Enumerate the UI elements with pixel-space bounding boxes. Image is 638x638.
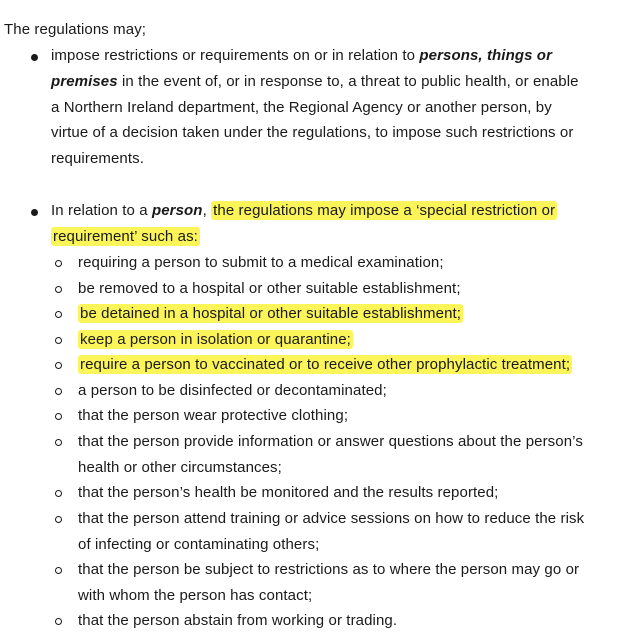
sub-item-text: that the person be subject to restrictions as to where the person may go or xyxy=(78,561,580,578)
sub-item-line xyxy=(78,355,572,375)
sub-item-line xyxy=(78,458,282,478)
bullet1-line-2-text: in the event of, or in response to, a threat to public health, or enable xyxy=(117,73,579,90)
sub-item-highlight: be detained in a hospital or other suitable establishment; xyxy=(80,305,462,322)
bullet1-line-5: requirements. xyxy=(51,150,145,167)
bullet-marker xyxy=(31,54,38,61)
bullet2-line-1-comma: , xyxy=(202,202,212,219)
sub-item-line xyxy=(78,381,387,401)
sub-bullet-circle xyxy=(55,260,62,267)
sub-bullet-circle xyxy=(55,337,62,344)
sub-item-line xyxy=(78,253,444,273)
sub-bullet-circle xyxy=(55,362,62,369)
intro-text: The regulations may; xyxy=(4,21,147,38)
sub-item-text: with whom the person has contact; xyxy=(78,587,313,604)
sub-item-line xyxy=(78,432,583,452)
sub-item-text: that the person’s health be monitored and the results reported; xyxy=(78,484,499,501)
sub-bullet-circle xyxy=(55,618,62,625)
sub-item-text: of infecting or contaminating others; xyxy=(78,536,320,553)
bullet2-highlight-2: requirement’ such as: xyxy=(53,228,198,245)
sub-bullet-circle xyxy=(55,413,62,420)
bullet2-line-1-text: In relation to a xyxy=(51,202,152,219)
sub-item-text: health or other circumstances; xyxy=(78,459,282,476)
bullet1-line-1-text: impose restrictions or requirements on or in relation to xyxy=(51,47,420,64)
bullet1-line-2 xyxy=(51,72,579,92)
sub-item-text: requiring a person to submit to a medical examination; xyxy=(78,254,444,271)
sub-item-line xyxy=(78,330,353,350)
sub-item-line xyxy=(78,483,498,503)
sub-item-text: that the person attend training or advice sessions on how to reduce the risk xyxy=(78,510,585,527)
bullet1-line-1 xyxy=(51,46,552,66)
sub-bullet-circle xyxy=(55,516,62,523)
bullet2-line-1-bold: person xyxy=(151,202,203,219)
sub-item-line xyxy=(78,560,579,580)
sub-item-line xyxy=(78,279,461,299)
bullet2-line-1 xyxy=(51,201,557,221)
sub-bullet-circle xyxy=(55,490,62,497)
bullet1-line-4: virtue of a decision taken under the regulations, to impose such restrictions or xyxy=(51,124,574,141)
sub-item-text: that the person provide information or answer questions about the person’s xyxy=(78,433,583,450)
sub-bullet-circle xyxy=(55,567,62,574)
sub-item-line xyxy=(78,406,348,426)
sub-item-text: be removed to a hospital or other suitable establishment; xyxy=(78,280,461,297)
sub-bullet-circle xyxy=(55,311,62,318)
bullet2-line-2 xyxy=(51,227,200,247)
bullet2-highlight-1: the regulations may impose a ‘special restriction or xyxy=(213,202,556,219)
sub-item-line xyxy=(78,304,463,324)
sub-bullet-circle xyxy=(55,388,62,395)
sub-item-line xyxy=(78,509,584,529)
bullet1-line-3: a Northern Ireland department, the Regional Agency or another person, by xyxy=(51,99,552,116)
bullet1-line-1-bold: persons, things or xyxy=(419,47,553,64)
sub-item-text: a person to be disinfected or decontaminated; xyxy=(78,382,387,399)
sub-item-text: that the person wear protective clothing; xyxy=(78,407,349,424)
bullet-marker xyxy=(31,209,38,216)
bullet1-line-2-bold: premises xyxy=(51,73,118,90)
sub-bullet-circle xyxy=(55,286,62,293)
sub-item-line xyxy=(78,586,312,606)
sub-item-text: that the person abstain from working or trading. xyxy=(78,612,398,629)
sub-item-line xyxy=(78,535,319,555)
sub-item-highlight: require a person to vaccinated or to receive other prophylactic treatment; xyxy=(80,356,571,373)
sub-bullet-circle xyxy=(55,439,62,446)
sub-item-line xyxy=(78,611,397,631)
sub-item-highlight: keep a person in isolation or quarantine; xyxy=(80,331,351,348)
